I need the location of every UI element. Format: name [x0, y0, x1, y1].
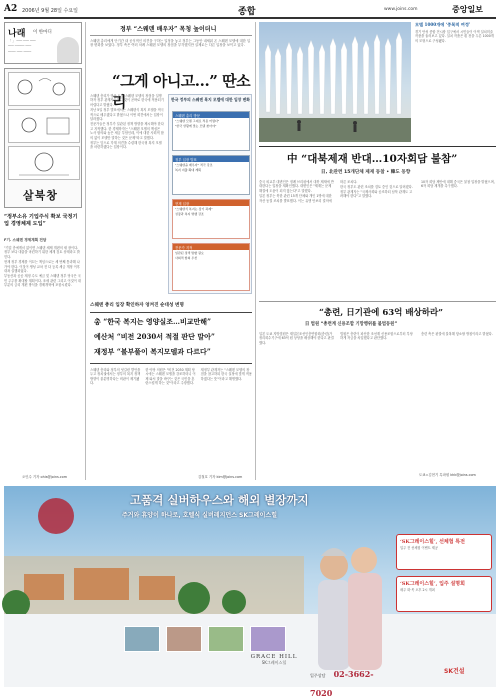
- ad-thumbnail-4[interactable]: [250, 626, 286, 652]
- sidebar-section-2: [172, 155, 250, 195]
- ad-thumbnail-2[interactable]: [166, 626, 202, 652]
- ad-thumbnails: [124, 626, 294, 656]
- main-subheadline: 스웨덴 총리 입장 확인하자 엉켜진 순대성 변명: [90, 303, 184, 308]
- main-body-p4: 정부는 앞으로 각계 의견을 수렴해 한국형 복지 모델을 마련하겠다는 입장이다.: [90, 141, 162, 150]
- main-intro: 스웨덴 총리에게 단기간 내 공식적인 의견을 구하는 일정을 놓고 정부는 그동안 내세워 온 스웨덴 모델에 대한 입장 변화를 보였다. 정부 측은 여러 차례 스웨덴 모델의 장점을 부각했지만 실제로는 다른 입장을 보이고 있다.: [90, 39, 251, 48]
- photo-caption-title: 모델 1000개에 ‘중복적 여정’: [415, 22, 471, 27]
- second-body2-p3: 총련 측은 판결에 불복해 항소할 방침이라고 밝혔다.: [421, 332, 493, 336]
- ad-phone-number[interactable]: 02-3662-7020: [310, 669, 374, 698]
- main-body-p1: 스웨덴 총리가 방문 도중 스웨덴 모델의 장점을 설명하자 정부 관계자들은 그것이 곧바로 한국에 적용되기 어렵다고 밝혔다.: [90, 94, 164, 107]
- cartoon-drawing-2: [9, 110, 79, 142]
- cartoon-drawing-1: [9, 73, 79, 105]
- ad-headline-1: 고품격 실버하우스와 해외 별장까지: [130, 493, 309, 507]
- second-body2-p2: 법원은 총련이 파산한 조선계 신용조합으로부터 부당하게 자금을 차입했다고 판단했다.: [340, 332, 413, 341]
- left-reporter: 오인수 기자 ohis@joins.com: [22, 475, 68, 479]
- photo-caption-text: 경기 안성 종합 전시장 입구에서 시민들이 이색 설치미술 작품을 둘러보고 있다. 설치 작품은 흰 천을 두른 1000개의 모형으로 구성됐다.: [415, 30, 494, 43]
- second-body: [259, 180, 496, 298]
- cartoon-box: [4, 68, 82, 208]
- left-body-p1: "기업 총에게서 없이면 스웨덴 체제 개편의 새 장이다. 정부 보다 대출을 마련하기 위한 체계 검토 상태라고 밝힌다.: [4, 246, 80, 259]
- sidebar-section-3-line-1: "스웨덴식 복지는 장기 과제": [175, 207, 213, 211]
- second-subheadline: 日, 北관련 15개단체 제재 동참 • 韓도 동향: [321, 170, 411, 175]
- left-body-p3: 부동산과 공공 재정 수도 예금 및 스웨덴 정부 당국은 국민 주주를 확대할 계획이다. 조세 관련 그리고 이것이 대부분의 금리 개편 방식을 경제개혁에 포함시켰다.: [4, 274, 81, 288]
- sidebar-section-1: [172, 111, 250, 151]
- corner-subtitle: 이 한마디: [33, 30, 52, 35]
- second-body-p3: 한국 정부도 관련 조치를 검토 중인 것으로 알려졌다. 정부 관계자는 "국제사회와 공조하되 남북 관계도 고려해야 한다"고 말했다.: [340, 185, 413, 199]
- main-body-p3: 전문가들은 정부가 일관된 정책 방향을 제시해야 한다고 지적했다. 한 경제학자는 "스웨덴 모델의 핵심은 노사 합의와 높은 세금 부담인데, 이에 대한 사회적 합의 없이 모델만 말하는 것은 문제"라고 말했다.: [90, 122, 164, 140]
- corner-box: [4, 22, 82, 64]
- second-body-p4: 10자 회담 제안에 대해 중국은 불참 입장을 밝혔으며, 6자 회담 재개를 촉구했다.: [421, 180, 495, 189]
- second-reporter: 도쿄=김현기 특파원 khk@joins.com: [419, 473, 476, 477]
- ad-brand-name: GRACE HILL: [250, 654, 298, 660]
- sidebar-section-4-line-1: 일관된 정책 방향 필요: [175, 251, 204, 255]
- sidebar-section-1-line-1: "스웨덴 모델 그대로 적용 어렵다": [175, 119, 220, 123]
- ad-phone-block[interactable]: [310, 662, 390, 698]
- second-body-2: [259, 332, 496, 470]
- ad-pill-1-label: ‘SK그레이스힐’, 선체험 특전: [400, 539, 465, 545]
- ad-couple-photo: [304, 526, 394, 676]
- left-byline: F기. 스웨덴 경제계획 전담: [4, 238, 47, 242]
- second-subheadline-2: 日 법원 “총련계 신용조합 기망행위를 불법동원”: [305, 322, 398, 327]
- ad-headline-2: 주거와 휴양이 하나로, 호텔식 실버레지던스 SK그레이스힐: [122, 512, 278, 519]
- column-divider: [85, 22, 86, 480]
- ad-pill-2[interactable]: [396, 576, 492, 612]
- left-article-title: “정부소유 기업주식 확보 국정기업 경영체제 도입”: [4, 214, 78, 227]
- ad-brand-logo[interactable]: [244, 654, 304, 682]
- cartoon-drawing-3: [9, 147, 79, 179]
- second-divider: [259, 301, 496, 302]
- second-story: [259, 146, 496, 482]
- ad-developer: SK건설: [444, 668, 465, 675]
- quote-line-3: 재정부 “불부풀이 복지모델과 다르다”: [94, 347, 211, 356]
- ad-couple-figure: [304, 526, 394, 676]
- corner-portrait: [57, 37, 79, 63]
- sidebar-section-3-line-2: 성장과 복지 병행 강조: [175, 212, 204, 216]
- cartoon-title: 살북창: [23, 189, 58, 202]
- sidebar-section-4: [172, 243, 250, 291]
- second-headline-2: “총련, 日기관에 63억 배상하라”: [319, 308, 444, 318]
- main-kicker-box: [90, 24, 252, 36]
- news-photo: [259, 22, 411, 142]
- main-kicker: 정부 “스웨덴 배우자” 목청 높이더니: [120, 26, 217, 33]
- ad-brand-name-ko: SK그레이스힐: [261, 660, 287, 665]
- ad-thumbnail-1[interactable]: [124, 626, 160, 652]
- masthead: [4, 3, 496, 17]
- second-headline: 中 “대북제재 반대…10자회담 불참”: [287, 153, 458, 165]
- quote-line-1: 총 “한국 복지는 영양실조…비교만해”: [94, 317, 212, 326]
- main-reporter: 김철호 기자 kim@joins.com: [198, 475, 243, 479]
- cartoon-panel-3: [8, 146, 80, 180]
- main-body2-p1: 스웨덴 총리와 정부의 엇갈린 발언을 두고 정치권에서는 정부의 복지 정책 방향이 불분명하다는 비판이 제기됐다.: [90, 368, 141, 386]
- second-story-rule: [259, 146, 496, 147]
- sidebar-section-1-head: 스웨덴 총리 방문: [173, 112, 249, 118]
- ad-pill-2-label: ‘SK그레이스힐’, 입주 설명회: [400, 581, 465, 587]
- main-quote-headline: “그게 아니고…” 딴소리: [112, 72, 251, 111]
- sidebar-section-2-head: 정부 입장 발표: [173, 156, 249, 162]
- page-code: A2: [4, 4, 18, 14]
- corner-text: 「 」 ─── ─── ─── ─── ───── ─── ──── ─── ────: [8, 39, 36, 54]
- site-url[interactable]: www.joins.com: [384, 7, 418, 12]
- sidebar-section-3: [172, 199, 250, 239]
- ad-phone-label: 입주상담: [310, 673, 326, 678]
- cartoon-panel-2: [8, 109, 80, 143]
- sidebar-section-3-head: 현재 입장: [173, 200, 249, 206]
- main-body-2: [90, 368, 252, 472]
- sidebar-title: 한국 정부의 스웨덴 복지 모델에 대한 입장 변화: [171, 97, 250, 102]
- sidebar-section-1-line-2: "한국 상황에 맞는 모델 찾아야": [175, 124, 217, 128]
- left-column: [4, 22, 82, 482]
- ad-pill-2-sub: 매주 화·목 오후 2시 개최: [400, 588, 435, 592]
- main-quote-box: [90, 312, 252, 364]
- main-body2-p3: 재정부 관계자는 "스웨덴 모델의 장점을 참고하되 한국 실정에 맞게 적용하겠다는 뜻"이라고 해명했다.: [200, 368, 252, 381]
- left-body-p2: 현재 정부 경제를 이끄는 책임으로는 세 번째 통과해 나가야 한다. 이것이 생성 교차 전 다 등록 세금 개정 이후 대폭 실행되었다.: [4, 260, 80, 274]
- ad-pill-1[interactable]: [396, 534, 492, 570]
- issue-date: 2006년 9월 28일 수요일: [22, 8, 79, 14]
- section-title: 종합: [238, 7, 256, 17]
- main-body2-p2: 한 야당 의원은 "비전 2030 계획 당시에는 스웨덴 모델을 강조하더니 이제 와서 말을 바꾸는 것은 국민을 혼란스럽게 하는 것"이라고 주장했다.: [145, 368, 196, 386]
- sidebar-section-2-line-2: 복지 지출 확대 계획: [175, 168, 202, 172]
- sidebar-infographic: [168, 94, 252, 294]
- ad-pill-1-sub: 입주 전 선체험 이벤트 제공: [400, 546, 438, 550]
- main-body-p2: 지난 5일 정부 발표에서는 스웨덴식 복지 모델을 적극적으로 배우겠다고 밝혔으나 이번 회견에서는 입장이 달라졌다.: [90, 108, 164, 122]
- photo-scene: [259, 22, 411, 142]
- second-body2-p1: 일본 도쿄 지방법원은 재일본조선인총연합회(총련)가 정리회수기구에 63억 원 상당을 배상해야 한다고 판결했다.: [259, 332, 334, 345]
- column-divider-2: [255, 22, 256, 480]
- masthead-rule: [4, 17, 496, 19]
- left-article-body: [4, 246, 82, 474]
- sidebar-section-4-line-2: 사회적 합의 우선: [175, 256, 198, 260]
- second-body-p2: 일본 정부는 북한 관련 15개 단체와 개인 1명에 대한 자산 동결 조치를 발표했다. 이는 유엔 안보리 결의에 따른 조치다.: [259, 180, 358, 203]
- main-story: [90, 22, 252, 482]
- sidebar-section-4-head: 전문가 지적: [173, 244, 249, 250]
- quote-line-2: 예산처 “비전 2030서 적절 판단 말아”: [94, 332, 215, 341]
- cartoon-panel-1: [8, 72, 80, 106]
- photo-caption-box: [415, 22, 496, 142]
- paper-name: 중앙일보: [452, 4, 483, 14]
- ad-banner[interactable]: [4, 486, 496, 698]
- ad-thumbnail-3[interactable]: [208, 626, 244, 652]
- sidebar-section-2-line-1: "스웨덴을 배우자" 적극 강조: [175, 163, 213, 167]
- second-body-p1: 중국 외교부 대변인은 정례 브리핑에서 대북 제재에 반대한다는 입장을 재확인했다. 대변인은 "제재는 문제 해결에 도움이 되지 않는다"고 말했다.: [259, 180, 334, 193]
- corner-title: 나래: [8, 29, 26, 39]
- main-body: [90, 94, 164, 294]
